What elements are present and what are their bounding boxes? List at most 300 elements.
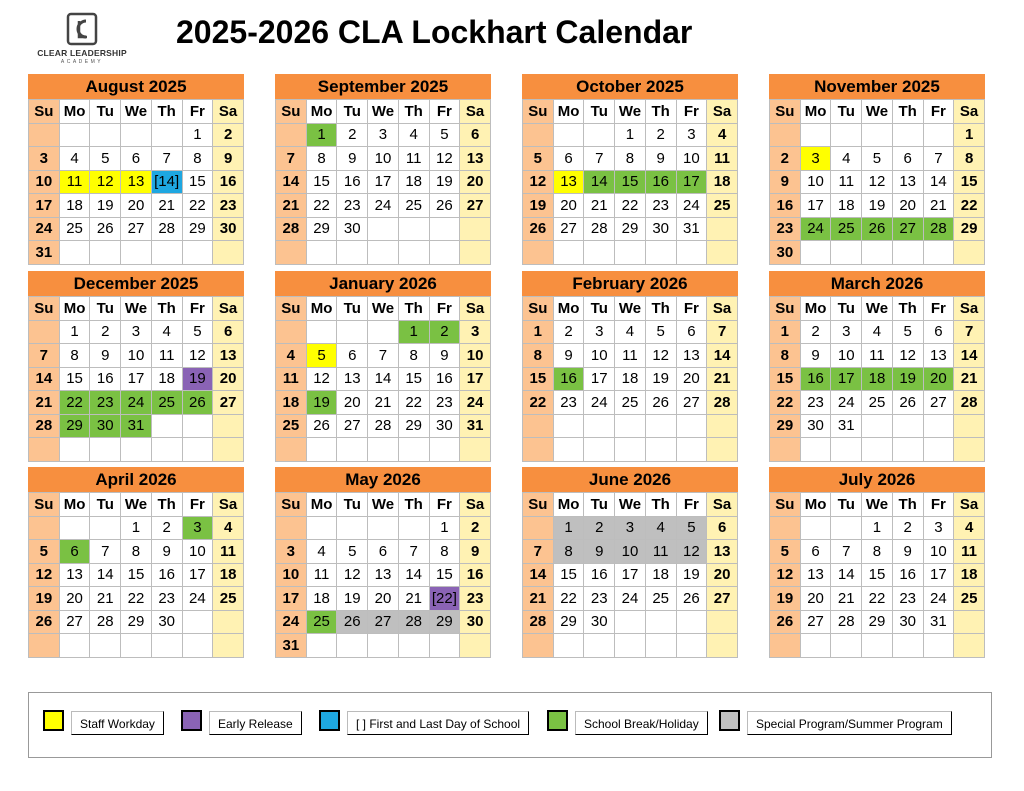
day-cell [923, 241, 954, 265]
day-cell: 29 [59, 414, 90, 438]
day-cell: 24 [584, 391, 615, 415]
day-cell: 30 [460, 610, 491, 634]
day-cell: 31 [121, 414, 152, 438]
day-cell: 31 [276, 634, 307, 658]
day-cell [368, 217, 399, 241]
day-cell: 18 [398, 170, 429, 194]
day-cell [337, 438, 368, 462]
week-row [770, 123, 985, 147]
weekday-label: Tu [831, 493, 862, 517]
day-cell: 28 [923, 217, 954, 241]
weekday-label: Fr [923, 493, 954, 517]
day-cell: 18 [213, 563, 244, 587]
day-cell: 23 [151, 587, 182, 611]
week-row [276, 241, 491, 265]
day-cell: 8 [121, 540, 152, 564]
week-row [770, 414, 985, 438]
day-cell: 16 [584, 563, 615, 587]
legend-label: Early Release [209, 711, 302, 735]
day-cell: 13 [59, 563, 90, 587]
day-cell [398, 516, 429, 540]
day-cell: 27 [59, 610, 90, 634]
weekday-label: Th [892, 100, 923, 124]
day-cell [615, 414, 646, 438]
day-cell: 28 [707, 391, 738, 415]
day-cell: 30 [770, 241, 801, 265]
weekday-header-row [29, 100, 244, 124]
legend-label: School Break/Holiday [575, 711, 708, 735]
day-cell [276, 438, 307, 462]
day-cell [800, 516, 831, 540]
day-cell [862, 241, 893, 265]
month-grid [275, 296, 491, 462]
day-cell: 3 [615, 516, 646, 540]
day-cell: 12 [770, 563, 801, 587]
day-cell: 30 [800, 414, 831, 438]
day-cell [90, 438, 121, 462]
day-cell: 6 [460, 123, 491, 147]
day-cell: 21 [276, 194, 307, 218]
day-cell [831, 241, 862, 265]
day-cell: 14 [584, 170, 615, 194]
day-cell: 2 [770, 147, 801, 171]
day-cell: 12 [862, 170, 893, 194]
day-cell: 14 [923, 170, 954, 194]
weekday-header-row [770, 297, 985, 321]
day-cell: 16 [645, 170, 676, 194]
day-cell [770, 438, 801, 462]
day-cell: 11 [615, 344, 646, 368]
week-row [770, 516, 985, 540]
day-cell: 20 [368, 587, 399, 611]
day-cell [831, 516, 862, 540]
weekday-label: Mo [59, 493, 90, 517]
day-cell [523, 516, 554, 540]
day-cell: 4 [831, 147, 862, 171]
day-cell [862, 438, 893, 462]
day-cell: 30 [429, 414, 460, 438]
weekday-label: Sa [707, 493, 738, 517]
day-cell: 10 [584, 344, 615, 368]
day-cell: 27 [800, 610, 831, 634]
day-cell: 22 [862, 587, 893, 611]
day-cell: 30 [213, 217, 244, 241]
day-cell: 12 [429, 147, 460, 171]
day-cell: 22 [398, 391, 429, 415]
day-cell: 13 [923, 344, 954, 368]
day-cell: 1 [553, 516, 584, 540]
day-cell [831, 634, 862, 658]
day-cell: 11 [398, 147, 429, 171]
day-cell: 12 [337, 563, 368, 587]
day-cell: 7 [276, 147, 307, 171]
weekday-header-row [770, 493, 985, 517]
day-cell: 21 [923, 194, 954, 218]
week-row [29, 438, 244, 462]
day-cell [429, 241, 460, 265]
day-cell: 26 [770, 610, 801, 634]
day-cell: 28 [368, 414, 399, 438]
day-cell [553, 634, 584, 658]
week-row [29, 320, 244, 344]
logo-subtitle: ACADEMY [60, 59, 104, 65]
weekday-label: Su [770, 297, 801, 321]
day-cell: 1 [615, 123, 646, 147]
week-row [29, 123, 244, 147]
day-cell: 20 [923, 367, 954, 391]
day-cell [121, 438, 152, 462]
day-cell: 30 [151, 610, 182, 634]
day-cell [707, 414, 738, 438]
day-cell: 4 [398, 123, 429, 147]
day-cell: 4 [645, 516, 676, 540]
day-cell: 15 [862, 563, 893, 587]
day-cell: 8 [306, 147, 337, 171]
day-cell: 19 [182, 367, 213, 391]
day-cell: 29 [862, 610, 893, 634]
week-row [770, 367, 985, 391]
day-cell: 3 [29, 147, 60, 171]
day-cell: 14 [707, 344, 738, 368]
week-row [276, 610, 491, 634]
month-title: May 2026 [275, 467, 491, 492]
day-cell: 9 [460, 540, 491, 564]
day-cell: 15 [306, 170, 337, 194]
day-cell [892, 438, 923, 462]
week-row [276, 634, 491, 658]
day-cell: 16 [429, 367, 460, 391]
weekday-label: Su [29, 493, 60, 517]
day-cell: 28 [151, 217, 182, 241]
day-cell [59, 438, 90, 462]
day-cell: 19 [770, 587, 801, 611]
day-cell [121, 123, 152, 147]
day-cell: 13 [676, 344, 707, 368]
weekday-label: Th [892, 493, 923, 517]
legend-swatch-yellow [43, 710, 64, 731]
month-grid [28, 99, 244, 265]
day-cell: 12 [306, 367, 337, 391]
day-cell: 21 [398, 587, 429, 611]
day-cell: 3 [121, 320, 152, 344]
day-cell [276, 241, 307, 265]
day-cell: 26 [645, 391, 676, 415]
week-row [276, 367, 491, 391]
weekday-label: Fr [429, 100, 460, 124]
day-cell: 10 [121, 344, 152, 368]
month-grid [275, 492, 491, 658]
weekday-label: Su [523, 493, 554, 517]
day-cell: 5 [523, 147, 554, 171]
day-cell: 16 [337, 170, 368, 194]
day-cell: 5 [676, 516, 707, 540]
weekday-label: Mo [306, 493, 337, 517]
day-cell: 18 [645, 563, 676, 587]
day-cell: 25 [151, 391, 182, 415]
day-cell: 2 [90, 320, 121, 344]
day-cell: 16 [892, 563, 923, 587]
day-cell: 20 [460, 170, 491, 194]
day-cell: 31 [460, 414, 491, 438]
day-cell: 10 [182, 540, 213, 564]
day-cell: 31 [923, 610, 954, 634]
day-cell: 17 [368, 170, 399, 194]
day-cell [615, 634, 646, 658]
day-cell: 5 [182, 320, 213, 344]
week-row [29, 367, 244, 391]
day-cell: 27 [121, 217, 152, 241]
day-cell: 7 [151, 147, 182, 171]
day-cell: 2 [213, 123, 244, 147]
month-grid [522, 492, 738, 658]
day-cell: 18 [306, 587, 337, 611]
day-cell: 17 [29, 194, 60, 218]
week-row [276, 217, 491, 241]
day-cell [182, 438, 213, 462]
day-cell: 24 [831, 391, 862, 415]
month-grid [522, 99, 738, 265]
weekday-label: Su [276, 100, 307, 124]
day-cell: 13 [707, 540, 738, 564]
weekday-label: Su [770, 493, 801, 517]
day-cell: 29 [615, 217, 646, 241]
day-cell: 7 [707, 320, 738, 344]
day-cell: 20 [213, 367, 244, 391]
day-cell: 5 [29, 540, 60, 564]
day-cell: 2 [337, 123, 368, 147]
day-cell: 1 [429, 516, 460, 540]
day-cell: 26 [862, 217, 893, 241]
day-cell: 20 [707, 563, 738, 587]
day-cell: 19 [337, 587, 368, 611]
day-cell: 25 [954, 587, 985, 611]
day-cell: 26 [29, 610, 60, 634]
day-cell [892, 414, 923, 438]
logo-name: CLEAR LEADERSHIP [37, 48, 127, 58]
day-cell: 17 [676, 170, 707, 194]
day-cell: 21 [584, 194, 615, 218]
day-cell [553, 414, 584, 438]
day-cell [954, 610, 985, 634]
day-cell: 2 [460, 516, 491, 540]
day-cell: 18 [276, 391, 307, 415]
day-cell: 22 [182, 194, 213, 218]
month-title: April 2026 [28, 467, 244, 492]
day-cell [676, 610, 707, 634]
day-cell [862, 123, 893, 147]
day-cell: 12 [523, 170, 554, 194]
day-cell: 29 [954, 217, 985, 241]
weekday-label: Tu [831, 297, 862, 321]
day-cell: [22] [429, 587, 460, 611]
month-title: January 2026 [275, 271, 491, 296]
day-cell: 31 [676, 217, 707, 241]
week-row [29, 540, 244, 564]
day-cell: 26 [676, 587, 707, 611]
day-cell: 17 [182, 563, 213, 587]
day-cell: 19 [429, 170, 460, 194]
day-cell: 19 [862, 194, 893, 218]
week-row [29, 147, 244, 171]
day-cell: 5 [337, 540, 368, 564]
day-cell: 23 [429, 391, 460, 415]
day-cell: 6 [892, 147, 923, 171]
day-cell: 12 [182, 344, 213, 368]
month-title: December 2025 [28, 271, 244, 296]
day-cell [59, 634, 90, 658]
legend-label: [ ] First and Last Day of School [347, 711, 529, 735]
week-row [29, 587, 244, 611]
day-cell: 30 [645, 217, 676, 241]
weekday-label: Su [29, 297, 60, 321]
weekday-header-row [276, 493, 491, 517]
day-cell: 28 [276, 217, 307, 241]
cla-logo-icon [66, 12, 98, 46]
day-cell: 11 [59, 170, 90, 194]
day-cell [337, 516, 368, 540]
month-block [28, 74, 244, 264]
day-cell: 1 [770, 320, 801, 344]
day-cell: 9 [429, 344, 460, 368]
day-cell: 25 [862, 391, 893, 415]
day-cell: 24 [615, 587, 646, 611]
week-row [770, 241, 985, 265]
week-row [523, 610, 738, 634]
day-cell [800, 438, 831, 462]
week-row [770, 217, 985, 241]
weekday-label: Th [645, 100, 676, 124]
month-block [28, 271, 244, 461]
day-cell [800, 241, 831, 265]
day-cell [553, 123, 584, 147]
day-cell: 21 [151, 194, 182, 218]
day-cell: 3 [831, 320, 862, 344]
day-cell: 18 [615, 367, 646, 391]
day-cell: 9 [151, 540, 182, 564]
day-cell [306, 438, 337, 462]
day-cell: 15 [121, 563, 152, 587]
day-cell: 11 [954, 540, 985, 564]
day-cell: 22 [615, 194, 646, 218]
day-cell: 1 [306, 123, 337, 147]
day-cell: 30 [337, 217, 368, 241]
day-cell: 29 [121, 610, 152, 634]
day-cell: 27 [337, 414, 368, 438]
day-cell: 21 [368, 391, 399, 415]
day-cell: 18 [707, 170, 738, 194]
day-cell: 28 [398, 610, 429, 634]
day-cell: 18 [862, 367, 893, 391]
day-cell: 6 [676, 320, 707, 344]
day-cell: 3 [676, 123, 707, 147]
day-cell: 17 [276, 587, 307, 611]
day-cell [59, 241, 90, 265]
day-cell: 5 [862, 147, 893, 171]
day-cell: 17 [831, 367, 862, 391]
week-row [770, 540, 985, 564]
day-cell: 15 [615, 170, 646, 194]
day-cell: 13 [553, 170, 584, 194]
month-block [522, 74, 738, 264]
day-cell: 11 [862, 344, 893, 368]
day-cell: 15 [553, 563, 584, 587]
day-cell: 25 [398, 194, 429, 218]
day-cell [213, 634, 244, 658]
day-cell [584, 414, 615, 438]
day-cell: 16 [460, 563, 491, 587]
day-cell: 20 [121, 194, 152, 218]
day-cell: 24 [182, 587, 213, 611]
day-cell: 19 [90, 194, 121, 218]
day-cell: 17 [460, 367, 491, 391]
day-cell: 4 [615, 320, 646, 344]
day-cell: 15 [429, 563, 460, 587]
day-cell: 7 [584, 147, 615, 171]
day-cell: 6 [368, 540, 399, 564]
day-cell: 13 [800, 563, 831, 587]
day-cell: 31 [831, 414, 862, 438]
academy-logo [28, 12, 136, 70]
weekday-label: Th [398, 297, 429, 321]
weekday-label: Mo [800, 297, 831, 321]
day-cell [306, 516, 337, 540]
month-title: November 2025 [769, 74, 985, 99]
weekday-header-row [523, 297, 738, 321]
day-cell [306, 634, 337, 658]
legend-label: Special Program/Summer Program [747, 711, 952, 735]
weekday-label: Sa [954, 297, 985, 321]
day-cell [923, 634, 954, 658]
day-cell: 24 [923, 587, 954, 611]
weekday-label: We [121, 493, 152, 517]
day-cell: 5 [429, 123, 460, 147]
month-block [275, 467, 491, 657]
weekday-label: Sa [460, 100, 491, 124]
day-cell: 14 [276, 170, 307, 194]
month-grid [28, 492, 244, 658]
weekday-label: We [615, 297, 646, 321]
weekday-label: We [121, 297, 152, 321]
day-cell: 10 [368, 147, 399, 171]
day-cell: 28 [90, 610, 121, 634]
weekday-label: Tu [584, 100, 615, 124]
day-cell [707, 438, 738, 462]
day-cell [151, 634, 182, 658]
week-row [523, 516, 738, 540]
weekday-label: Th [151, 100, 182, 124]
day-cell: 25 [276, 414, 307, 438]
week-row [523, 634, 738, 658]
day-cell: 21 [707, 367, 738, 391]
month-title: July 2026 [769, 467, 985, 492]
day-cell [615, 438, 646, 462]
day-cell [954, 438, 985, 462]
day-cell: 6 [707, 516, 738, 540]
day-cell [59, 516, 90, 540]
day-cell: 26 [337, 610, 368, 634]
day-cell: 15 [59, 367, 90, 391]
weekday-label: We [615, 493, 646, 517]
day-cell: 14 [831, 563, 862, 587]
day-cell: 23 [90, 391, 121, 415]
day-cell [398, 241, 429, 265]
month-block [275, 271, 491, 461]
month-grid [522, 296, 738, 462]
day-cell: 24 [29, 217, 60, 241]
week-row [29, 414, 244, 438]
weekday-label: Th [151, 297, 182, 321]
day-cell: 23 [645, 194, 676, 218]
